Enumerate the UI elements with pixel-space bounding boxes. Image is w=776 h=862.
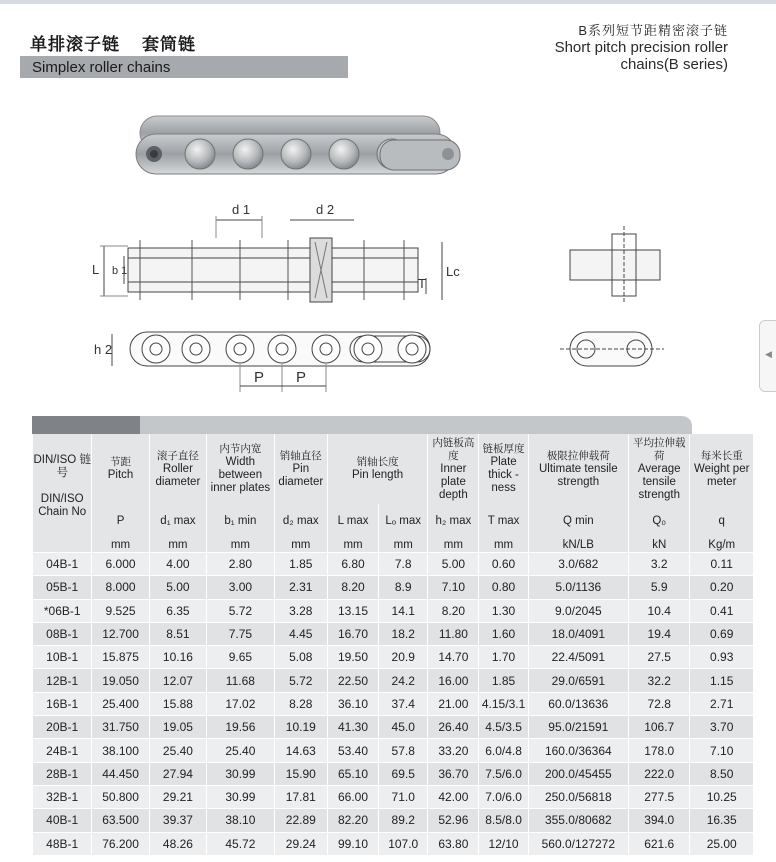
dim-l-label: L: [92, 262, 100, 277]
col-pinlen-en: Pin length: [352, 469, 404, 481]
chevron-left-icon: ◀: [765, 349, 772, 359]
table-row: [33, 599, 754, 622]
table-cell: 33.20: [428, 739, 479, 762]
table-cell: 14.1: [379, 599, 428, 622]
col-width-cn: 内节内宽: [219, 443, 262, 455]
table-cell: 9.65: [207, 646, 275, 669]
table-cell: 89.2: [379, 809, 428, 832]
dim-p2-label: P: [296, 369, 307, 386]
chain-no-cell: 20B-1: [33, 716, 92, 739]
table-cell: 45.0: [379, 716, 428, 739]
table-cell: 14.70: [428, 646, 479, 669]
table-cell: 26.40: [428, 716, 479, 739]
table-cell: 30.99: [207, 762, 275, 785]
table-cell: 5.00: [428, 553, 479, 576]
col-platet-cn: 链板厚度: [482, 443, 525, 455]
unit-cell: mm: [274, 538, 327, 553]
table-cell: 19.050: [92, 669, 149, 692]
col-pin-cn: 销轴直径: [279, 449, 322, 462]
table-cell: 95.0/21591: [528, 716, 628, 739]
unit-cell: mm: [428, 538, 479, 553]
unit-cell: mm: [327, 538, 378, 553]
table-cell: 15.88: [149, 692, 206, 715]
table-cell: 18.2: [379, 622, 428, 645]
table-cell: 53.40: [327, 739, 378, 762]
table-cell: 19.50: [327, 646, 378, 669]
table-cell: 1.85: [274, 553, 327, 576]
table-cell: 4.5/3.5: [479, 716, 528, 739]
table-cell: 25.400: [92, 692, 149, 715]
col-avg-cn: 平均拉伸载荷: [632, 436, 686, 462]
table-cell: 25.40: [149, 739, 206, 762]
table-cell: 48.26: [149, 832, 206, 855]
chain-no-cell: 04B-1: [33, 553, 92, 576]
table-cell: 37.4: [379, 692, 428, 715]
col-plateh-cn: 内链板高度: [432, 436, 475, 462]
table-cell: 3.2: [629, 553, 690, 576]
table-cell: 3.0/682: [528, 553, 628, 576]
title-english: Simplex roller chains: [32, 59, 171, 76]
table-cell: 8.51: [149, 622, 206, 645]
table-cell: 5.08: [274, 646, 327, 669]
sym-cell: d₂ max: [274, 504, 327, 538]
sym-cell: b₁ min: [207, 504, 275, 538]
table-cell: 17.02: [207, 692, 275, 715]
dim-d2-label: d 2: [316, 202, 335, 217]
table-cell: 8.5/8.0: [479, 809, 528, 832]
table-cell: 21.00: [428, 692, 479, 715]
table-cell: 25.00: [690, 832, 754, 855]
chain-no-cell: 12B-1: [33, 669, 92, 692]
table-cell: 12.700: [92, 622, 149, 645]
table-cell: 107.0: [379, 832, 428, 855]
table-cell: 76.200: [92, 832, 149, 855]
unit-cell-empty: [33, 538, 92, 553]
col-wt-en: Weight per meter: [694, 462, 750, 488]
table-cell: 22.4/5091: [528, 646, 628, 669]
col-ult-cn: 极限拉伸载荷: [546, 449, 610, 462]
chain-no-cell: 05B-1: [33, 576, 92, 599]
col-width-en: Width between inner plates: [210, 456, 271, 494]
table-tab-dark: [32, 416, 152, 436]
chain-diagram: [0, 190, 776, 410]
table-cell: 15.90: [274, 762, 327, 785]
col-plate-thick: [479, 434, 528, 504]
col-pin-length: [327, 434, 427, 504]
table-cell: 18.0/4091: [528, 622, 628, 645]
table-cell: 0.11: [690, 553, 754, 576]
col-plateh-en: Inner plate depth: [438, 462, 468, 501]
col-chain-cn: DIN/ISO 链号: [33, 453, 91, 479]
table-cell: 4.45: [274, 622, 327, 645]
table-cell: 10.4: [629, 599, 690, 622]
col-pin: [274, 434, 327, 504]
table-row: [33, 576, 754, 599]
sym-cell: T max: [479, 504, 528, 538]
chain-no-cell: 24B-1: [33, 739, 92, 762]
table-cell: 24.2: [379, 669, 428, 692]
table-row: [33, 646, 754, 669]
table-cell: 8.9: [379, 576, 428, 599]
table-cell: 4.15/3.1: [479, 692, 528, 715]
table-cell: 38.10: [207, 809, 275, 832]
col-pitch-en: Pitch: [107, 469, 134, 481]
col-plate-depth: [428, 434, 479, 504]
table-cell: 1.85: [479, 669, 528, 692]
symbol-row: [33, 504, 754, 538]
table-cell: 31.750: [92, 716, 149, 739]
unit-cell: mm: [479, 538, 528, 553]
table-cell: 6.000: [92, 553, 149, 576]
dim-t-label: T: [418, 276, 426, 291]
table-row: [33, 739, 754, 762]
top-border: [0, 0, 776, 4]
table-cell: 8.50: [690, 762, 754, 785]
col-width: [207, 434, 275, 504]
table-cell: 0.93: [690, 646, 754, 669]
table-cell: 29.0/6591: [528, 669, 628, 692]
table-cell: 63.80: [428, 832, 479, 855]
table-cell: 22.89: [274, 809, 327, 832]
table-cell: 5.72: [274, 669, 327, 692]
table-cell: 560.0/127272: [528, 832, 628, 855]
title-cn-bush: 套筒链: [142, 35, 196, 54]
table-cell: 277.5: [629, 785, 690, 808]
table-cell: 71.0: [379, 785, 428, 808]
col-pitch: [92, 434, 149, 504]
table-cell: 10.19: [274, 716, 327, 739]
table-cell: 9.0/2045: [528, 599, 628, 622]
table-row: [33, 832, 754, 855]
table-cell: 7.75: [207, 622, 275, 645]
table-cell: 15.875: [92, 646, 149, 669]
title-cn-simplex: 单排滚子链: [30, 35, 120, 54]
table-cell: 32.2: [629, 669, 690, 692]
table-cell: 160.0/36364: [528, 739, 628, 762]
table-cell: 12.07: [149, 669, 206, 692]
table-cell: 12/10: [479, 832, 528, 855]
table-cell: 19.05: [149, 716, 206, 739]
table-row: [33, 692, 754, 715]
specification-table: [32, 434, 754, 856]
table-cell: 19.4: [629, 622, 690, 645]
unit-cell: Kg/m: [690, 538, 754, 553]
table-row: [33, 785, 754, 808]
table-cell: 22.50: [327, 669, 378, 692]
sym-cell: Q₀: [629, 504, 690, 538]
table-cell: 621.6: [629, 832, 690, 855]
chain-no-cell: 32B-1: [33, 785, 92, 808]
chain-no-cell: 10B-1: [33, 646, 92, 669]
table-cell: 0.80: [479, 576, 528, 599]
col-wt-cn: 每米长重: [700, 449, 743, 462]
table-cell: 7.5/6.0: [479, 762, 528, 785]
table-cell: 57.8: [379, 739, 428, 762]
table-cell: 0.69: [690, 622, 754, 645]
col-roller-cn: 滚子直径: [156, 449, 199, 462]
dim-lc-label: Lc: [446, 264, 460, 279]
table-row: [33, 716, 754, 739]
series-title: [555, 22, 728, 73]
table-cell: 0.60: [479, 553, 528, 576]
table-cell: 44.450: [92, 762, 149, 785]
chain-no-cell: 16B-1: [33, 692, 92, 715]
dim-h2-label: h 2: [94, 342, 113, 357]
table-cell: 99.10: [327, 832, 378, 855]
table-cell: 1.15: [690, 669, 754, 692]
table-cell: 0.41: [690, 599, 754, 622]
sym-cell: q: [690, 504, 754, 538]
table-cell: 69.5: [379, 762, 428, 785]
table-cell: 39.37: [149, 809, 206, 832]
col-avg-en: Average tensile strength: [637, 462, 681, 501]
table-cell: 1.60: [479, 622, 528, 645]
col-chain-no: [33, 434, 92, 538]
sym-cell: d₁ max: [149, 504, 206, 538]
unit-cell: mm: [379, 538, 428, 553]
chain-no-cell: 40B-1: [33, 809, 92, 832]
table-cell: 7.0/6.0: [479, 785, 528, 808]
dim-d1-label: d 1: [232, 202, 251, 217]
table-cell: 8.20: [327, 576, 378, 599]
table-cell: 355.0/80682: [528, 809, 628, 832]
table-cell: 8.28: [274, 692, 327, 715]
table-cell: 36.70: [428, 762, 479, 785]
table-cell: 16.70: [327, 622, 378, 645]
table-cell: 19.56: [207, 716, 275, 739]
table-cell: 63.500: [92, 809, 149, 832]
series-title-cn: B系列短节距精密滚子链: [578, 23, 728, 38]
table-cell: 16.00: [428, 669, 479, 692]
table-cell: 11.68: [207, 669, 275, 692]
table-cell: 20.9: [379, 646, 428, 669]
table-cell: 3.70: [690, 716, 754, 739]
table-cell: 4.00: [149, 553, 206, 576]
col-pin-en: Pin diameter: [278, 462, 324, 488]
table-cell: 29.21: [149, 785, 206, 808]
table-cell: 11.80: [428, 622, 479, 645]
col-weight: [690, 434, 754, 504]
col-roller: [149, 434, 206, 504]
table-cell: 2.31: [274, 576, 327, 599]
col-pitch-cn: 节距: [110, 456, 132, 468]
title-chinese: [30, 30, 196, 55]
table-cell: 66.00: [327, 785, 378, 808]
unit-cell: mm: [92, 538, 149, 553]
unit-cell: kN/LB: [528, 538, 628, 553]
table-cell: 3.28: [274, 599, 327, 622]
chain-no-cell: *06B-1: [33, 599, 92, 622]
table-cell: 50.800: [92, 785, 149, 808]
table-cell: 41.30: [327, 716, 378, 739]
table-cell: 6.80: [327, 553, 378, 576]
table-row: [33, 762, 754, 785]
table-cell: 7.10: [690, 739, 754, 762]
table-cell: 2.80: [207, 553, 275, 576]
sym-cell: Q min: [528, 504, 628, 538]
table-cell: 65.10: [327, 762, 378, 785]
table-cell: 222.0: [629, 762, 690, 785]
table-cell: 27.94: [149, 762, 206, 785]
table-cell: 14.63: [274, 739, 327, 762]
table-cell: 82.20: [327, 809, 378, 832]
table-cell: 5.0/1136: [528, 576, 628, 599]
unit-cell: mm: [207, 538, 275, 553]
table-cell: 6.35: [149, 599, 206, 622]
table-cell: 36.10: [327, 692, 378, 715]
table-cell: 30.99: [207, 785, 275, 808]
table-row: [33, 809, 754, 832]
table-cell: 1.70: [479, 646, 528, 669]
table-row: [33, 622, 754, 645]
table-cell: 106.7: [629, 716, 690, 739]
table-cell: 394.0: [629, 809, 690, 832]
table-cell: 2.71: [690, 692, 754, 715]
table-cell: 10.16: [149, 646, 206, 669]
table-cell: 5.00: [149, 576, 206, 599]
table-cell: 7.10: [428, 576, 479, 599]
table-cell: 9.525: [92, 599, 149, 622]
table-tab-light: [140, 416, 692, 436]
unit-cell: mm: [149, 538, 206, 553]
table-cell: 5.9: [629, 576, 690, 599]
table-cell: 52.96: [428, 809, 479, 832]
sym-cell: P: [92, 504, 149, 538]
sym-cell: h₂ max: [428, 504, 479, 538]
sym-cell: L max: [327, 504, 378, 538]
table-cell: 42.00: [428, 785, 479, 808]
table-cell: 38.100: [92, 739, 149, 762]
chain-no-cell: 08B-1: [33, 622, 92, 645]
table-cell: 45.72: [207, 832, 275, 855]
chain-no-cell: 28B-1: [33, 762, 92, 785]
table-cell: 178.0: [629, 739, 690, 762]
table-cell: 8.000: [92, 576, 149, 599]
unit-cell: kN: [629, 538, 690, 553]
table-body: [33, 553, 754, 856]
table-cell: 29.24: [274, 832, 327, 855]
table-row: [33, 553, 754, 576]
dim-p1-label: P: [254, 369, 265, 386]
table-cell: 16.35: [690, 809, 754, 832]
table-cell: 27.5: [629, 646, 690, 669]
side-scroll-tab[interactable]: [759, 320, 776, 392]
col-average: [629, 434, 690, 504]
dim-b1-label: b 1: [112, 265, 128, 277]
col-pinlen-cn: 销轴长度: [356, 456, 399, 468]
table-cell: 1.30: [479, 599, 528, 622]
table-cell: 13.15: [327, 599, 378, 622]
table-cell: 5.72: [207, 599, 275, 622]
table-cell: 7.8: [379, 553, 428, 576]
table-cell: 17.81: [274, 785, 327, 808]
table-cell: 10.25: [690, 785, 754, 808]
table-cell: 250.0/56818: [528, 785, 628, 808]
series-title-en-2: chains(B series): [620, 56, 728, 73]
col-ultimate: [528, 434, 628, 504]
chain-no-cell: 48B-1: [33, 832, 92, 855]
unit-row: [33, 538, 754, 553]
col-roller-en: Roller diameter: [155, 462, 201, 488]
col-ult-en: Ultimate tensile strength: [539, 462, 618, 488]
table-cell: 72.8: [629, 692, 690, 715]
table-row: [33, 669, 754, 692]
title-bar: [20, 56, 348, 78]
table-cell: 6.0/4.8: [479, 739, 528, 762]
table-cell: 60.0/13636: [528, 692, 628, 715]
chain-photo: [130, 110, 470, 190]
col-chain-en: DIN/ISO Chain No: [38, 492, 87, 518]
table-cell: 25.40: [207, 739, 275, 762]
table-cell: 200.0/45455: [528, 762, 628, 785]
col-platet-en: Plate thick -ness: [488, 456, 519, 494]
table-cell: 8.20: [428, 599, 479, 622]
series-title-en-1: Short pitch precision roller: [554, 39, 728, 56]
sym-cell: Lₒ max: [379, 504, 428, 538]
table-cell: 0.20: [690, 576, 754, 599]
table-cell: 3.00: [207, 576, 275, 599]
